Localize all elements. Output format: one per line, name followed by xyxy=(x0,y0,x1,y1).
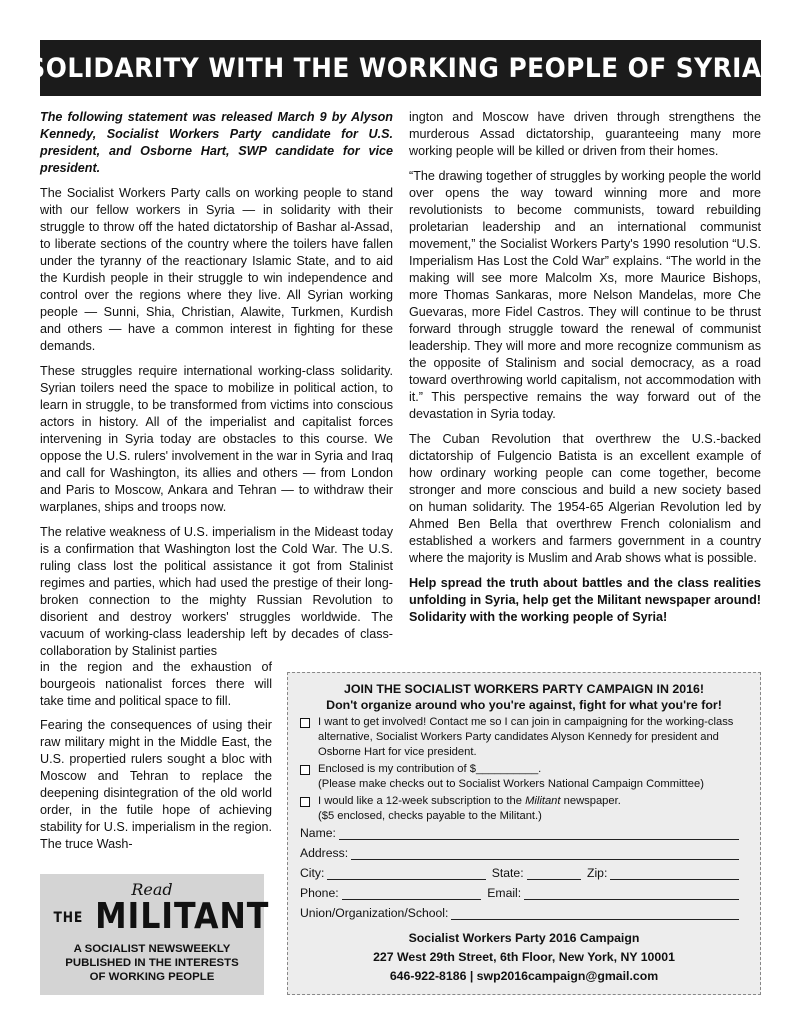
militant-tagline xyxy=(40,942,264,984)
union-field[interactable] xyxy=(451,907,739,920)
city-field[interactable] xyxy=(327,867,485,880)
phone-field[interactable] xyxy=(342,887,482,900)
zip-field[interactable] xyxy=(610,867,739,880)
state-label: State: xyxy=(491,866,524,880)
phone-row xyxy=(300,884,745,900)
union-label: Union/Organization/School: xyxy=(300,906,449,920)
option-text: (Please make checks out to Socialist Workers National Campaign Committee) xyxy=(318,778,704,790)
paragraph: The Socialist Workers Party calls on working people to stand with our fellow workers in Syria — in solidarity with their struggle to throw off the hated dictatorship of Bashar al-Assad, to liberate sections of the country where the toilers have fallen under the tyranny of the reactionary Islamic State, and to aid the Kurdish people in their struggle to win independence and control over the regions where they live. All Syrian working people — Sunni, Shia, Christian, Alawite, Turkmen, Kurdish and others — have a common interest in fighting for these demands. xyxy=(40,186,393,353)
paragraph: in the region and the exhaustion of bourgeois nationalist forces there will take time and political space to fill. xyxy=(40,660,272,708)
zip-label: Zip: xyxy=(587,866,608,880)
paragraph: The relative weakness of U.S. imperialism in the Mideast today is a confirmation that Washington lost the Cold War. The U.S. ruling class lost the political assistance it got from Stalinist regimes and parties, which had used the prestige of their long-broken connection to the mighty Russian Revolution to disorient and destroy workers' struggles worldwide. The vacuum of working-class leadership left by decades of class-collaboration by Stalinist parties xyxy=(40,525,393,658)
option-contribution[interactable] xyxy=(300,762,750,792)
option-text-part: I would like a 12-week subscription to the xyxy=(318,795,526,807)
state-field[interactable] xyxy=(527,867,581,880)
militant-the: THE xyxy=(53,910,84,926)
checkbox-get-involved[interactable] xyxy=(300,718,310,728)
militant-read: Read xyxy=(131,880,173,899)
name-row xyxy=(300,824,745,840)
option-text: ($5 enclosed, checks payable to the Militant.) xyxy=(318,810,542,822)
name-label: Name: xyxy=(300,826,336,840)
campaign-phone-email: 646-922-8186 | swp2016campaign@gmail.com xyxy=(389,969,659,983)
option-subscription[interactable] xyxy=(300,794,750,824)
option-get-involved[interactable] xyxy=(300,715,750,760)
address-row xyxy=(300,844,745,860)
paragraph: ington and Moscow have driven through strengthens the murderous Assad dictatorship, guaranteeing many more working people will be killed or driven from their homes. xyxy=(409,110,761,158)
city-label: City: xyxy=(300,866,325,880)
militant-name: MILITANT xyxy=(95,896,270,937)
campaign-subheading: Don't organize around who you're against, fight for what you're for! xyxy=(326,698,722,712)
campaign-form xyxy=(287,672,761,995)
city-row xyxy=(300,864,745,880)
paragraph: Fearing the consequences of using their raw military might in the Middle East, the U.S. propertied rulers sought a bloc with Moscow and Tehran to replace the deepening disintegration of the old world order, in the futile hope of achieving stability for U.S. imperialism in the region. The truce Wash- xyxy=(40,718,272,851)
email-label: Email: xyxy=(487,886,522,900)
campaign-name: Socialist Workers Party 2016 Campaign xyxy=(408,931,640,945)
union-row xyxy=(300,904,745,920)
option-text: Enclosed is my contribution of $__________. xyxy=(318,763,542,775)
option-text-part: newspaper. xyxy=(560,795,621,807)
paragraph: “The drawing together of struggles by working people the world over opens the way toward winning more and more revolutionists to become communists, toward rebuilding proletarian leadership and an international communist movement,” the Socialist Workers Party's 1990 resolution “U.S. Imperialism Has Lost the Cold War” explains. “The world in the making will see more Malcolm Xs, more Maurice Bishops, more Thomas Sankaras, more Nelson Mandelas, more Che Guevaras, more Fidel Castros. They will continue to be thrust forward through struggle toward the renewal of communist leadership. They will more and more recognize communism as the opposite of Stalinism and social democracy, as a road toward overthrowing world capitalism, not accommodation with it.” This perspective remains the way forward out of the devastation in Syria today. xyxy=(409,169,761,421)
militant-name-inline: Militant xyxy=(525,795,561,807)
headline: SOLIDARITY WITH THE WORKING PEOPLE OF SYRIA! xyxy=(27,52,774,84)
paragraph: The Cuban Revolution that overthrew the U.S.-backed dictatorship of Fulgencio Batista is an excellent example of how ordinary working people can come together, become stronger and more conscious and build a new society based on human solidarity. The 1954-65 Algerian Revolution led by Ahmed Ben Bella that overthrew French colonialism and established a workers and farmers government in a country where the majority is Muslim and Arab shows what is possible. xyxy=(409,432,761,565)
paragraph: These struggles require international working-class solidarity. Syrian toilers need the space to mobilize in political action, to learn in struggle, to be transformed from victims into conscious actors in history. All of the imperialist and capitalist forces intervening in Syria today are obstacles to this course. We oppose the U.S. rulers' involvement in the war in Syria and Iraq and call for Washington, its allies and others — from London and Paris to Moscow, Ankara and Tehran — to withdraw their warplanes, ships and troops now. xyxy=(40,364,393,514)
email-field[interactable] xyxy=(524,887,739,900)
campaign-address: 227 West 29th Street, 6th Floor, New York, NY 10001 xyxy=(373,950,675,964)
phone-label: Phone: xyxy=(300,886,339,900)
address-label: Address: xyxy=(300,846,349,860)
checkbox-subscription[interactable] xyxy=(300,797,310,807)
call-to-action: Help spread the truth about battles and the class realities unfolding in Syria, help get the Militant newspaper around! Solidarity with the working people of Syria! xyxy=(409,576,761,624)
option-text xyxy=(318,794,750,809)
column-left xyxy=(40,109,393,668)
militant-ad xyxy=(40,874,270,995)
campaign-heading: JOIN THE SOCIALIST WORKERS PARTY CAMPAIGN IN 2016! xyxy=(343,682,705,696)
option-text: I want to get involved! Contact me so I can join in campaigning for the working-class alternative, Socialist Workers Party candidates Alyson Kennedy for president and Osborne Hart for vice president. xyxy=(318,716,734,758)
campaign-contact xyxy=(288,929,760,986)
column-right xyxy=(409,109,761,634)
militant-tagline-line: OF WORKING PEOPLE xyxy=(89,971,215,983)
checkbox-contribution[interactable] xyxy=(300,765,310,775)
column-left-narrow xyxy=(40,659,272,860)
name-field[interactable] xyxy=(339,827,739,840)
address-field[interactable] xyxy=(351,847,739,860)
intro-paragraph: The following statement was released March 9 by Alyson Kennedy, Socialist Workers Party candidate for U.S. president, and Osborne Hart, SWP candidate for vice president. xyxy=(40,110,393,175)
headline-banner xyxy=(27,40,774,96)
militant-tagline-line: A SOCIALIST NEWSWEEKLY xyxy=(73,943,231,955)
militant-logo xyxy=(53,896,270,937)
militant-tagline-line: PUBLISHED IN THE INTERESTS xyxy=(65,957,239,969)
